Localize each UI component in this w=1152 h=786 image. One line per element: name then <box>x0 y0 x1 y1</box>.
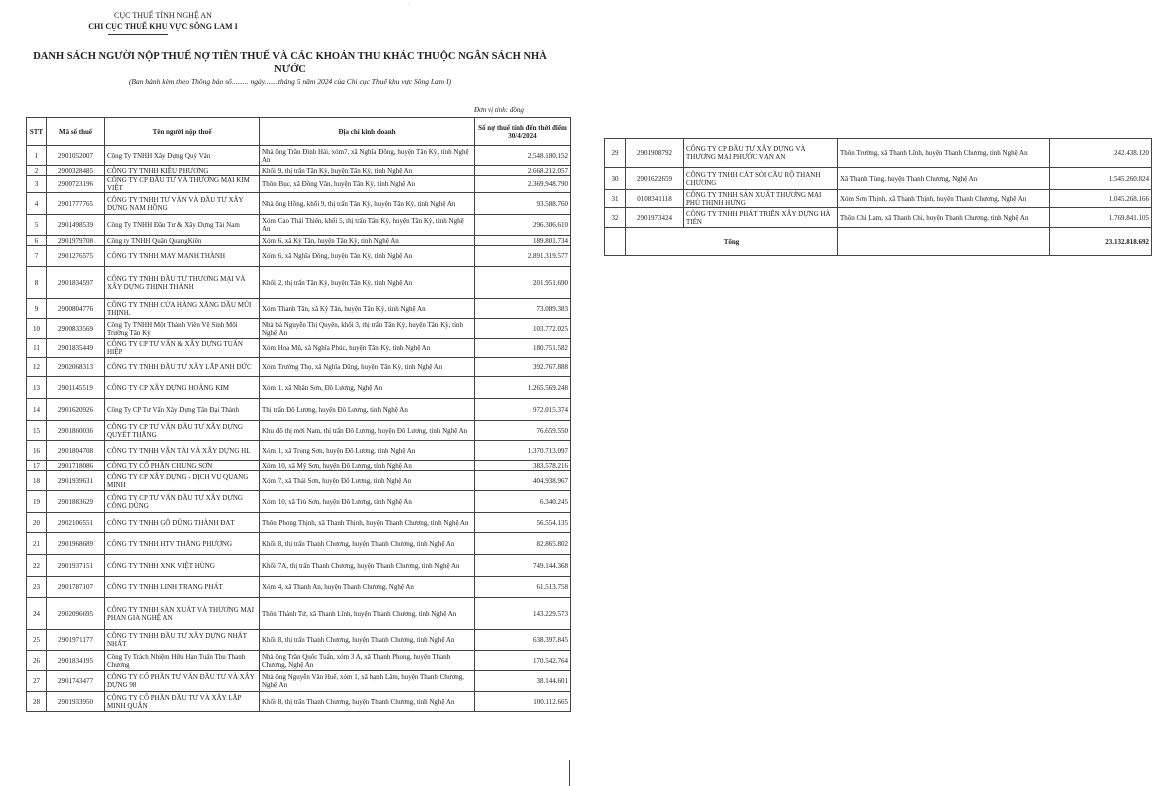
table-row <box>27 166 571 176</box>
row-name: Công Ty TNHH Đầu Tư & Xây Dựng Tài Nam <box>105 215 260 236</box>
row-tax-code: 2901743477 <box>47 671 105 692</box>
table-row <box>27 513 571 533</box>
row-name: CÔNG TY CP TƯ VẤN & XÂY DỰNG TUẤN HIỆP <box>105 339 260 358</box>
row-tax-code: 2902106551 <box>47 513 105 533</box>
table-row <box>27 193 571 215</box>
row-debt: 2.668.212.057 <box>475 166 571 176</box>
row-debt: 383.578.216 <box>475 461 571 471</box>
table-row <box>27 146 571 166</box>
row-stt: 22 <box>27 555 47 577</box>
row-tax-code: 2901971177 <box>47 630 105 651</box>
row-name: CÔNG TY TNHH TƯ VẤN VÀ ĐẦU TƯ XÂY DỰNG NAM HỒNG <box>105 193 260 215</box>
row-address: Thôn Bục, xã Đồng Văn, huyện Tân Kỳ, tỉnh Nghệ An <box>260 176 475 193</box>
row-stt: 24 <box>27 598 47 630</box>
row-stt: 7 <box>27 246 47 267</box>
row-debt: 61.513.758 <box>475 577 571 598</box>
row-name: CÔNG TY TNHH ĐẦU TƯ XÂY LẮP ANH ĐỨC <box>105 358 260 377</box>
row-name: CÔNG TY CỔ PHẦN ĐẦU TƯ VÀ XÂY LẮP MINH QUÂN <box>105 692 260 712</box>
row-tax-code: 2901787107 <box>47 577 105 598</box>
row-name: CÔNG TY CỔ PHẦN CHUNG SƠN <box>105 461 260 471</box>
row-address: Xóm 10, xã Trù Sơn, huyện Đô Lương, tỉnh Nghệ An <box>260 491 475 513</box>
row-name: Công Ty TNHH Một Thành Viên Vệ Sinh Môi Trường Tân Kỳ <box>105 319 260 339</box>
row-address: Khối 8, thị trấn Thanh Chương, huyện Thanh Chương, tỉnh Nghệ An <box>260 630 475 651</box>
row-address: Khối 2, thị trấn Tân Kỳ, huyện Tân Kỳ, tỉnh Nghệ An <box>260 267 475 299</box>
row-stt: 20 <box>27 513 47 533</box>
total-blank-2 <box>838 228 1050 256</box>
row-tax-code: 2900833569 <box>47 319 105 339</box>
row-address: Nhà bà Nguyễn Thị Quyên, khối 3, thị trấn Tân Kỳ, huyện Tân Kỳ, tỉnh Nghệ An <box>260 319 475 339</box>
row-stt: 5 <box>27 215 47 236</box>
row-tax-code: 2901933950 <box>47 692 105 712</box>
row-debt: 76.659.550 <box>475 421 571 441</box>
row-stt: 10 <box>27 319 47 339</box>
table-row <box>27 399 571 421</box>
row-debt: 2.548.180.152 <box>475 146 571 166</box>
row-tax-code: 2900328485 <box>47 166 105 176</box>
col-header-stt: STT <box>27 118 47 146</box>
table-row <box>27 692 571 712</box>
row-address: Xóm Thanh Tân, xã Kỳ Tân, huyện Tân Kỳ, tỉnh Nghệ An <box>260 299 475 319</box>
row-tax-code: 2901834597 <box>47 267 105 299</box>
row-name: CÔNG TY TNHH SẢN XUẤT VÀ THƯƠNG MẠI PHAN GIA NGHỆ AN <box>105 598 260 630</box>
row-debt: 82.865.802 <box>475 533 571 555</box>
document-title: DANH SÁCH NGƯỜI NỘP THUẾ NỢ TIỀN THUẾ VÀ CÁC KHOẢN THU KHÁC THUỘC NGÂN SÁCH NHÀ NƯỚC <box>33 51 547 75</box>
row-debt: 201.951.690 <box>475 267 571 299</box>
row-stt: 8 <box>27 267 47 299</box>
row-name: CÔNG TY TNHH HTV THĂNG PHƯƠNG <box>105 533 260 555</box>
col-header-debt: Số nợ thuế tính đến thời điểm 30/4/2024 <box>475 118 571 146</box>
row-address: Xã Thanh Tùng, huyện Thanh Chương, Nghệ An <box>838 168 1050 190</box>
row-name: CÔNG TY TNHH ĐẦU TƯ XÂY DỰNG NHẤT NHẤT <box>105 630 260 651</box>
row-address: Khu đô thị mới Nam, thị trấn Đô Lương, huyện Đô Lương, tỉnh Nghệ An <box>260 421 475 441</box>
table-row <box>27 421 571 441</box>
row-name: Công Ty CP Tư Vấn Xây Dựng Tân Đại Thành <box>105 399 260 421</box>
row-stt: 9 <box>27 299 47 319</box>
row-stt: 3 <box>27 176 47 193</box>
row-tax-code: 2900723196 <box>47 176 105 193</box>
total-blank <box>605 228 626 256</box>
row-debt: 638.397.845 <box>475 630 571 651</box>
row-stt: 29 <box>605 139 626 168</box>
row-name: CÔNG TY TNHH KIỀU PHƯƠNG <box>105 166 260 176</box>
agency-header <box>58 10 268 32</box>
table-row <box>605 208 1152 228</box>
row-address: Thôn Trường, xã Thanh Lĩnh, huyện Thanh Chương, tỉnh Nghệ An <box>838 139 1050 168</box>
row-address: Nhà ông Trần Đình Hải, xóm7, xã Nghĩa Đồng, huyện Tân Kỳ, tỉnh Nghệ An <box>260 146 475 166</box>
row-address: Xóm 4, xã Thanh An, huyện Thanh Chương, Nghệ An <box>260 577 475 598</box>
row-debt: 1.370.713.097 <box>475 441 571 461</box>
row-address: Thôn Chi Lam, xã Thanh Chi, huyện Thanh Chương, tỉnh Nghệ An <box>838 208 1050 228</box>
row-name: CÔNG TY TNHH CỬA HÀNG XĂNG DẦU MŨI THỊNH. <box>105 299 260 319</box>
row-stt: 2 <box>27 166 47 176</box>
row-address: Xóm 7, xã Thái Sơn, huyện Đô Lương, tỉnh Nghệ An <box>260 471 475 491</box>
table-row <box>27 461 571 471</box>
row-tax-code: 2901860036 <box>47 421 105 441</box>
row-address: Nhà ông Nguyễn Văn Huế, xóm 1, xã hạnh Lâm, huyện Thanh Chương, Nghệ An <box>260 671 475 692</box>
row-debt: 93.588.760 <box>475 193 571 215</box>
row-name: CÔNG TY CP TƯ VẤN ĐẦU TƯ XÂY DỰNG CÔNG DŨNG <box>105 491 260 513</box>
row-name: CÔNG TY TNHH SẢN XUẤT THƯƠNG MẠI PHÚ THỊNH HƯNG <box>684 190 838 208</box>
total-row <box>605 228 1152 256</box>
row-name: CÔNG TY TNHH PHÁT TRIỂN XÂY DỰNG HÀ TIẾN <box>684 208 838 228</box>
table-row <box>27 176 571 193</box>
row-tax-code: 2901498539 <box>47 215 105 236</box>
row-debt: 56.554.135 <box>475 513 571 533</box>
row-debt: 73.089.383 <box>475 299 571 319</box>
row-tax-code: 2901973424 <box>626 208 684 228</box>
row-stt: 13 <box>27 377 47 399</box>
col-header-tax-code: Mã số thuế <box>47 118 105 146</box>
row-address: Xóm 6, xã Kỳ Tân, huyện Tân Kỳ, tỉnh Nghệ An <box>260 236 475 246</box>
row-name: CÔNG TY TNHH VẬN TẢI VÀ XÂY DỰNG HL <box>105 441 260 461</box>
row-stt: 4 <box>27 193 47 215</box>
row-debt: 1.265.569.248 <box>475 377 571 399</box>
col-header-name: Tên người nộp thuế <box>105 118 260 146</box>
row-address: Xóm Trường Thọ, xã Nghĩa Dũng, huyện Tân Kỳ, tỉnh Nghệ An <box>260 358 475 377</box>
row-stt: 12 <box>27 358 47 377</box>
agency-name: CHI CỤC THUẾ KHU VỰC SÔNG LAM I <box>88 22 238 31</box>
row-stt: 17 <box>27 461 47 471</box>
debtor-table-continued <box>604 138 1152 256</box>
row-debt: 1.545.260.824 <box>1050 168 1152 190</box>
row-tax-code: 2901834195 <box>47 651 105 671</box>
agency-parent: CỤC THUẾ TỈNH NGHỆ AN <box>114 11 212 20</box>
row-debt: 180.751.582 <box>475 339 571 358</box>
table-row <box>27 319 571 339</box>
row-name: Công Ty TNHH Xây Dựng Quý Vân <box>105 146 260 166</box>
row-address: Xóm Hoa Mũ, xã Nghĩa Phúc, huyện Tân Kỳ, tỉnh Nghệ An <box>260 339 475 358</box>
row-name: CÔNG TY TNHH MAY MẠNH THÀNH <box>105 246 260 267</box>
table-row <box>605 190 1152 208</box>
row-stt: 23 <box>27 577 47 598</box>
row-stt: 27 <box>27 671 47 692</box>
row-debt: 242.438.120 <box>1050 139 1152 168</box>
row-tax-code: 2901052007 <box>47 146 105 166</box>
row-name: CÔNG TY CP ĐẦU TƯ VÀ THƯƠNG MẠI KIM VIỆT <box>105 176 260 193</box>
row-address: Xóm 6, xã Nghĩa Đồng, huyện Tân Kỳ, tỉnh Nghệ An <box>260 246 475 267</box>
row-debt: 2.369.948.790 <box>475 176 571 193</box>
row-address: Khối 8, thị trấn Thanh Chương, huyện Thanh Chương, tỉnh Nghệ An <box>260 692 475 712</box>
row-stt: 1 <box>27 146 47 166</box>
row-debt: 189.801.734 <box>475 236 571 246</box>
row-address: Khối 7A, thị trấn Thanh Chương, huyện Thanh Chương, tỉnh Nghệ An <box>260 555 475 577</box>
row-name: CÔNG TY CP TƯ VẤN ĐẦU TƯ XÂY DỰNG QUYẾT THẮNG <box>105 421 260 441</box>
table-row <box>27 651 571 671</box>
row-tax-code: 2901620926 <box>47 399 105 421</box>
table-row <box>27 441 571 461</box>
row-address: Khối 8, thị trấn Thanh Chương, huyện Thanh Chương, tỉnh Nghệ An <box>260 533 475 555</box>
row-stt: 16 <box>27 441 47 461</box>
row-tax-code: 2900804776 <box>47 299 105 319</box>
row-debt: 972.015.374 <box>475 399 571 421</box>
row-stt: 18 <box>27 471 47 491</box>
row-address: Nhà ông Hồng, khối 9, thị trấn Tân Kỳ, huyện Tân Kỳ, tỉnh Nghệ An <box>260 193 475 215</box>
row-tax-code: 2901908792 <box>626 139 684 168</box>
row-name: CÔNG TY TNHH LINH TRANG PHÁT <box>105 577 260 598</box>
row-name: Công Ty Trách Nhiệm Hữu Hạn Tuấn Thu Thanh Chương <box>105 651 260 671</box>
row-name: CÔNG TY TNHH CÁT SỎI CẦU RỘ THANH CHƯƠNG <box>684 168 838 190</box>
table-row <box>27 339 571 358</box>
row-stt: 19 <box>27 491 47 513</box>
table-row <box>27 630 571 651</box>
row-name: CÔNG TY CP XÂY DỰNG - DỊCH VỤ QUANG MINH <box>105 471 260 491</box>
table-row <box>27 671 571 692</box>
table-row <box>27 555 571 577</box>
table-row <box>27 246 571 267</box>
row-tax-code: 2901718086 <box>47 461 105 471</box>
row-tax-code: 2901937151 <box>47 555 105 577</box>
row-address: Xóm 10, xã Mỹ Sơn, huyện Đô Lương, tỉnh Nghệ An <box>260 461 475 471</box>
row-stt: 26 <box>27 651 47 671</box>
table-row <box>27 491 571 513</box>
table-header-row <box>27 118 571 146</box>
row-address: Thôn Thành Tứ, xã Thanh Lĩnh, huyện Thanh Chương, tỉnh Nghệ An <box>260 598 475 630</box>
table-row <box>605 139 1152 168</box>
row-debt: 404.938.967 <box>475 471 571 491</box>
row-name: Công ty TNHH Quân QuangKiên <box>105 236 260 246</box>
row-stt: 31 <box>605 190 626 208</box>
row-stt: 15 <box>27 421 47 441</box>
row-tax-code: 2902068313 <box>47 358 105 377</box>
row-tax-code: 2901979708 <box>47 236 105 246</box>
row-debt: 296.306.610 <box>475 215 571 236</box>
table-row <box>27 358 571 377</box>
header-underline <box>108 34 168 35</box>
row-address: Thị trấn Đô Lương, huyện Đô Lương, tỉnh Nghệ An <box>260 399 475 421</box>
row-address: Xóm 1, xã Trung Sơn, huyện Đô Lương, tỉnh Nghệ An <box>260 441 475 461</box>
total-label: Tổng <box>626 228 838 256</box>
row-debt: 1.045.268.166 <box>1050 190 1152 208</box>
table-row <box>27 533 571 555</box>
row-debt: 6.340.245 <box>475 491 571 513</box>
row-name: CÔNG TY TNHH GỖ DŨNG THÀNH ĐẠT <box>105 513 260 533</box>
total-amount: 23.132.818.692 <box>1050 228 1152 256</box>
row-address: Khối 9, thị trấn Tân Kỳ, huyện Tân Kỳ, tỉnh Nghệ An <box>260 166 475 176</box>
unit-note: Đơn vị tính: đồng <box>474 106 524 114</box>
row-name: CÔNG TY TNHH ĐẦU TƯ THƯƠNG MẠI VÀ XÂY DỰNG THỊNH THÀNH <box>105 267 260 299</box>
row-address: Xóm 1, xã Nhân Sơn, Đô Lương, Nghệ An <box>260 377 475 399</box>
top-edge-fragment: . <box>408 0 410 6</box>
table-row <box>605 168 1152 190</box>
row-stt: 30 <box>605 168 626 190</box>
row-tax-code: 2901777765 <box>47 193 105 215</box>
row-tax-code: 2901883629 <box>47 491 105 513</box>
row-name: CÔNG TY CỔ PHẦN TƯ VẤN ĐẦU TƯ VÀ XÂY DỰNG 98 <box>105 671 260 692</box>
row-stt: 14 <box>27 399 47 421</box>
table-row <box>27 377 571 399</box>
row-debt: 103.772.025 <box>475 319 571 339</box>
table-row <box>27 299 571 319</box>
document-subtitle: (Ban hành kèm theo Thông báo số......... ngày.......tháng 5 năm 2024 của Chi cục Thuế khu vực Sông Lam I) <box>128 77 452 86</box>
row-tax-code: 2901939631 <box>47 471 105 491</box>
row-tax-code: 2901145519 <box>47 377 105 399</box>
row-name: CÔNG TY CP XÂY DỰNG HOÀNG KIM <box>105 377 260 399</box>
row-debt: 2.891.319.577 <box>475 246 571 267</box>
row-debt: 100.112.665 <box>475 692 571 712</box>
row-stt: 11 <box>27 339 47 358</box>
row-tax-code: 0108341118 <box>626 190 684 208</box>
row-debt: 143.229.573 <box>475 598 571 630</box>
row-tax-code: 2901276575 <box>47 246 105 267</box>
row-stt: 6 <box>27 236 47 246</box>
row-debt: 749.144.368 <box>475 555 571 577</box>
row-address: Thôn Phong Thịnh, xã Thanh Thịnh, huyện Thanh Chương, tỉnh Nghệ An <box>260 513 475 533</box>
row-tax-code: 2901968689 <box>47 533 105 555</box>
row-tax-code: 2902096695 <box>47 598 105 630</box>
table-row <box>27 471 571 491</box>
row-tax-code: 2901622659 <box>626 168 684 190</box>
row-stt: 28 <box>27 692 47 712</box>
row-stt: 21 <box>27 533 47 555</box>
table-row <box>27 267 571 299</box>
table-row <box>27 598 571 630</box>
table-row <box>27 215 571 236</box>
row-name: CÔNG TY CP ĐẦU TƯ XÂY DỰNG VÀ THƯƠNG MẠI PHƯỚC VẠN AN <box>684 139 838 168</box>
row-debt: 1.769.841.105 <box>1050 208 1152 228</box>
table-row <box>27 577 571 598</box>
page-divider <box>569 760 570 786</box>
table-row <box>27 236 571 246</box>
row-stt: 25 <box>27 630 47 651</box>
row-debt: 38.144.601 <box>475 671 571 692</box>
row-tax-code: 2901804708 <box>47 441 105 461</box>
row-debt: 392.767.888 <box>475 358 571 377</box>
row-stt: 32 <box>605 208 626 228</box>
row-tax-code: 2901835449 <box>47 339 105 358</box>
row-address: Nhà ông Trần Quốc Tuấn, xóm 3 A, xã Thanh Phong, huyện Thanh Chương, Nghệ An <box>260 651 475 671</box>
debtor-table <box>26 117 571 712</box>
row-debt: 170.542.764 <box>475 651 571 671</box>
row-address: Xóm Cao Thái Thiên, khối 5, thị trấn Tân Kỳ, huyện Tân Kỳ, tỉnh Nghệ An <box>260 215 475 236</box>
row-address: Xóm Sơn Thịnh, xã Thanh Thịnh, huyện Thanh Chương, Nghệ An <box>838 190 1050 208</box>
row-name: CÔNG TY TNHH XNK VIỆT HÙNG <box>105 555 260 577</box>
col-header-address: Địa chỉ kinh doanh <box>260 118 475 146</box>
